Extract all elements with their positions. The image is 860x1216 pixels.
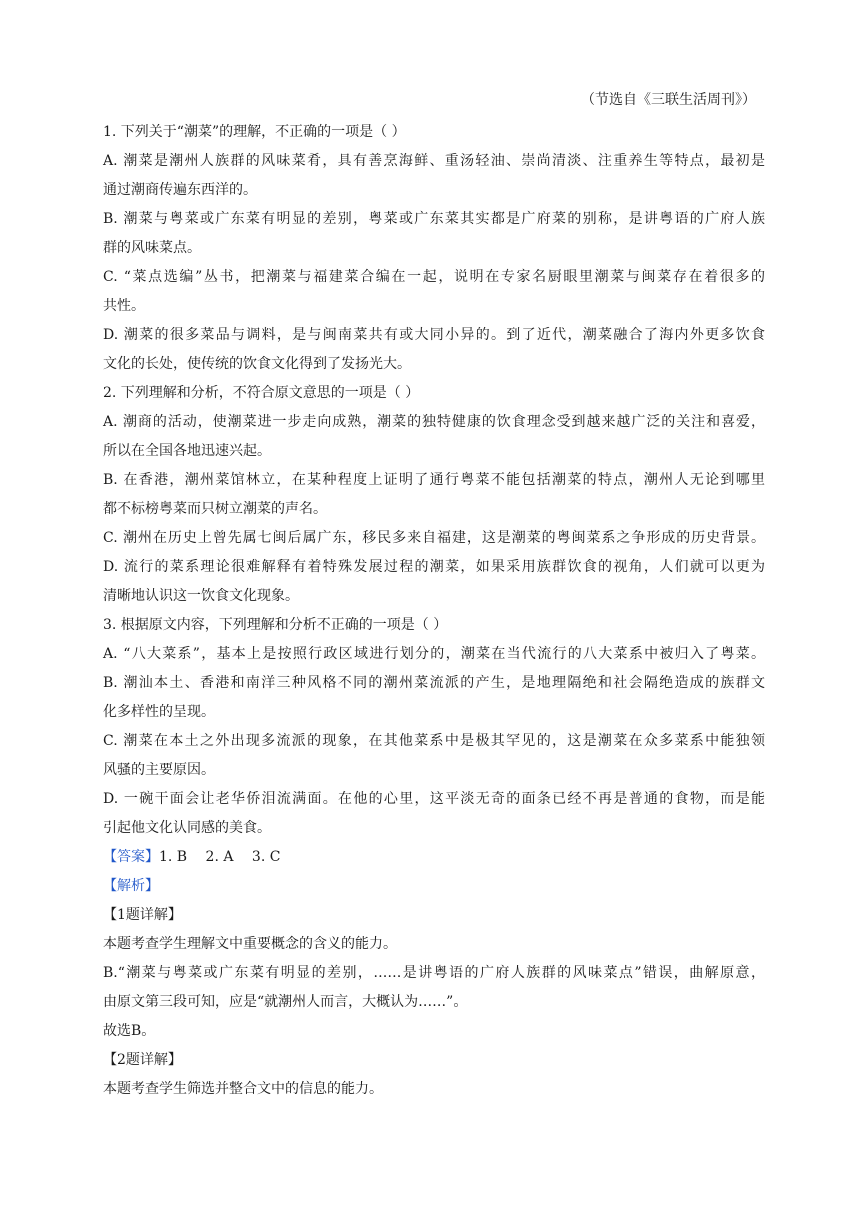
analysis-tag: 【解析】	[103, 878, 159, 894]
question-3-option-d: D. 一碗干面会让老华侨泪流满面。在他的心里，这平淡无奇的面条已经不再是普通的食物，而是能	[103, 791, 765, 807]
source-citation: （节选自《三联生活周刊》）	[581, 92, 756, 108]
detail-1-line-4: 故选B。	[103, 1023, 156, 1039]
question-1-option-c: C. “菜点选编”丛书，把潮菜与福建菜合编在一起，说明在专家名厨眼里潮菜与闽菜存在着很多的	[103, 269, 765, 285]
answer-tag: 【答案】	[103, 849, 159, 865]
detail-1-title: 【1题详解】	[103, 907, 182, 923]
question-2-option-a: A. 潮商的活动，使潮菜进一步走向成熟，潮菜的独特健康的饮食理念受到越来越广泛的关注和喜爱，	[103, 414, 765, 430]
question-2-option-b: B. 在香港，潮州菜馆林立，在某种程度上证明了通行粤菜不能包括潮菜的特点，潮州人无论到哪里	[103, 472, 765, 488]
document-body	[103, 118, 765, 1104]
question-2-option-d-cont: 清晰地认识这一饮食文化现象。	[103, 588, 299, 604]
question-1-option-d: D. 潮菜的很多菜品与调料，是与闽南菜共有或大同小异的。到了近代，潮菜融合了海内外更多饮食	[103, 327, 765, 343]
question-1-option-a-cont: 通过潮商传遍东西洋的。	[103, 182, 257, 198]
question-1-option-b-cont: 群的风味菜点。	[103, 240, 201, 256]
answer-line	[103, 843, 765, 872]
question-3-option-c-cont: 风骚的主要原因。	[103, 762, 215, 778]
question-2-option-c: C. 潮州在历史上曾先属七闽后属广东，移民多来自福建，这是潮菜的粤闽菜系之争形成的历史背景。	[103, 530, 765, 546]
question-1-option-a: A. 潮菜是潮州人族群的风味菜肴，具有善烹海鲜、重汤轻油、崇尚清淡、注重养生等特点，最初是	[103, 153, 765, 169]
detail-1-line-3: 由原文第三段可知，应是“就潮州人而言，大概认为……”。	[103, 994, 468, 1010]
question-1-option-b: B. 潮菜与粤菜或广东菜有明显的差别，粤菜或广东菜其实都是广府菜的别称，是讲粤语的广府人族	[103, 211, 765, 227]
question-2-option-a-cont: 所以在全国各地迅速兴起。	[103, 443, 271, 459]
detail-2-line-1: 本题考查学生筛选并整合文中的信息的能力。	[103, 1081, 383, 1097]
question-3-option-c: C. 潮菜在本土之外出现多流派的现象，在其他菜系中是极其罕见的，这是潮菜在众多菜系中能独领	[103, 733, 765, 749]
answer-text: 1. B 2. A 3. C	[159, 849, 281, 865]
question-3-option-b-cont: 化多样性的呈现。	[103, 704, 215, 720]
question-2-stem: 2. 下列理解和分析，不符合原文意思的一项是（ ）	[103, 385, 420, 401]
question-3-option-b: B. 潮汕本土、香港和南洋三种风格不同的潮州菜流派的产生，是地理隔绝和社会隔绝造成的族群文	[103, 675, 765, 691]
detail-1-line-2: B.“潮菜与粤菜或广东菜有明显的差别，……是讲粤语的广府人族群的风味菜点”错误，曲解原意，	[103, 965, 765, 981]
question-2-option-d: D. 流行的菜系理论很难解释有着特殊发展过程的潮菜，如果采用族群饮食的视角，人们就可以更为	[103, 559, 765, 575]
detail-2-title: 【2题详解】	[103, 1052, 182, 1068]
question-1-option-d-cont: 文化的长处，使传统的饮食文化得到了发扬光大。	[103, 356, 411, 372]
question-3-option-d-cont: 引起他文化认同感的美食。	[103, 820, 271, 836]
question-3-option-a: A. “八大菜系”，基本上是按照行政区域进行划分的，潮菜在当代流行的八大菜系中被归入了粤菜。	[103, 646, 765, 662]
question-1-stem: 1. 下列关于“潮菜”的理解，不正确的一项是（ ）	[103, 124, 406, 140]
question-1-option-c-cont: 共性。	[103, 298, 145, 314]
question-2-option-b-cont: 都不标榜粤菜而只树立潮菜的声名。	[103, 501, 327, 517]
detail-1-line-1: 本题考查学生理解文中重要概念的含义的能力。	[103, 936, 397, 952]
question-3-stem: 3. 根据原文内容，下列理解和分析不正确的一项是（ ）	[103, 617, 448, 633]
